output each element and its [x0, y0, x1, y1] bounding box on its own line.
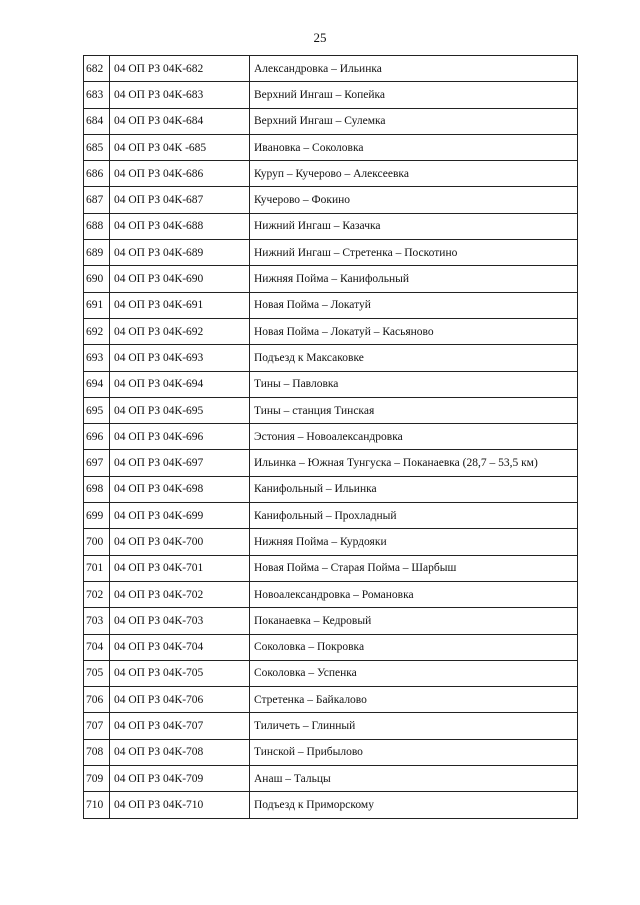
road-name: Новая Пойма – Старая Пойма – Шарбыш [250, 555, 578, 581]
row-number: 700 [84, 529, 110, 555]
table-row [84, 345, 578, 371]
row-number: 701 [84, 555, 110, 581]
road-code: 04 ОП РЗ 04К -685 [110, 134, 250, 160]
table-row [84, 371, 578, 397]
table-row [84, 766, 578, 792]
road-code: 04 ОП РЗ 04К-705 [110, 660, 250, 686]
table-row [84, 713, 578, 739]
table-row [84, 608, 578, 634]
road-code: 04 ОП РЗ 04К-693 [110, 345, 250, 371]
road-table [83, 55, 578, 819]
row-number: 688 [84, 213, 110, 239]
page-number: 25 [313, 30, 327, 45]
table-row [84, 108, 578, 134]
road-name: Нижняя Пойма – Курдояки [250, 529, 578, 555]
road-code: 04 ОП РЗ 04К-709 [110, 766, 250, 792]
table-row [84, 187, 578, 213]
road-code: 04 ОП РЗ 04К-703 [110, 608, 250, 634]
table-row [84, 687, 578, 713]
row-number: 699 [84, 503, 110, 529]
road-code: 04 ОП РЗ 04К-697 [110, 450, 250, 476]
road-code: 04 ОП РЗ 04К-684 [110, 108, 250, 134]
row-number: 703 [84, 608, 110, 634]
road-code: 04 ОП РЗ 04К-683 [110, 82, 250, 108]
road-name: Куруп – Кучерово – Алексеевка [250, 161, 578, 187]
road-name: Кучерово – Фокино [250, 187, 578, 213]
table-row [84, 292, 578, 318]
road-name: Верхний Ингаш – Копейка [250, 82, 578, 108]
row-number: 685 [84, 134, 110, 160]
table-row [84, 660, 578, 686]
table-row [84, 739, 578, 765]
row-number: 697 [84, 450, 110, 476]
table-row [84, 555, 578, 581]
table-row [84, 424, 578, 450]
row-number: 702 [84, 581, 110, 607]
table-row [84, 397, 578, 423]
row-number: 706 [84, 687, 110, 713]
road-name: Тины – станция Тинская [250, 397, 578, 423]
row-number: 687 [84, 187, 110, 213]
road-name: Ильинка – Южная Тунгуска – Поканаевка (28,7 – 53,5 км) [250, 450, 578, 476]
road-name: Тины – Павловка [250, 371, 578, 397]
row-number: 693 [84, 345, 110, 371]
row-number: 707 [84, 713, 110, 739]
table-row [84, 134, 578, 160]
row-number: 686 [84, 161, 110, 187]
road-name: Подъезд к Максаковке [250, 345, 578, 371]
road-name: Ивановка – Соколовка [250, 134, 578, 160]
row-number: 698 [84, 476, 110, 502]
road-code: 04 ОП РЗ 04К-698 [110, 476, 250, 502]
road-name: Анаш – Тальцы [250, 766, 578, 792]
road-code: 04 ОП РЗ 04К-701 [110, 555, 250, 581]
road-code: 04 ОП РЗ 04К-689 [110, 240, 250, 266]
road-code: 04 ОП РЗ 04К-710 [110, 792, 250, 818]
road-code: 04 ОП РЗ 04К-707 [110, 713, 250, 739]
road-code: 04 ОП РЗ 04К-699 [110, 503, 250, 529]
table-row [84, 161, 578, 187]
road-code: 04 ОП РЗ 04К-704 [110, 634, 250, 660]
road-code: 04 ОП РЗ 04К-690 [110, 266, 250, 292]
road-name: Поканаевка – Кедровый [250, 608, 578, 634]
road-name: Нижняя Пойма – Канифольный [250, 266, 578, 292]
row-number: 691 [84, 292, 110, 318]
road-code: 04 ОП РЗ 04К-692 [110, 318, 250, 344]
road-code: 04 ОП РЗ 04К-700 [110, 529, 250, 555]
road-code: 04 ОП РЗ 04К-682 [110, 56, 250, 82]
row-number: 696 [84, 424, 110, 450]
road-name: Стретенка – Байкалово [250, 687, 578, 713]
row-number: 689 [84, 240, 110, 266]
row-number: 684 [84, 108, 110, 134]
table-row [84, 476, 578, 502]
table-row [84, 529, 578, 555]
road-name: Эстония – Новоалександровка [250, 424, 578, 450]
table-row [84, 450, 578, 476]
road-name: Верхний Ингаш – Сулемка [250, 108, 578, 134]
row-number: 695 [84, 397, 110, 423]
row-number: 710 [84, 792, 110, 818]
road-name: Новая Пойма – Локатуй – Касьяново [250, 318, 578, 344]
table-row [84, 318, 578, 344]
road-code: 04 ОП РЗ 04К-696 [110, 424, 250, 450]
table-row [84, 56, 578, 82]
road-code: 04 ОП РЗ 04К-702 [110, 581, 250, 607]
table-row [84, 792, 578, 818]
road-name: Канифольный – Ильинка [250, 476, 578, 502]
row-number: 705 [84, 660, 110, 686]
road-code: 04 ОП РЗ 04К-708 [110, 739, 250, 765]
road-code: 04 ОП РЗ 04К-688 [110, 213, 250, 239]
road-name: Новая Пойма – Локатуй [250, 292, 578, 318]
road-name: Нижний Ингаш – Стретенка – Поскотино [250, 240, 578, 266]
road-name: Соколовка – Успенка [250, 660, 578, 686]
road-name: Новоалександровка – Романовка [250, 581, 578, 607]
row-number: 694 [84, 371, 110, 397]
road-code: 04 ОП РЗ 04К-691 [110, 292, 250, 318]
road-name: Александровка – Ильинка [250, 56, 578, 82]
table-row [84, 266, 578, 292]
road-name: Нижний Ингаш – Казачка [250, 213, 578, 239]
road-name: Подъезд к Приморскому [250, 792, 578, 818]
table-row [84, 503, 578, 529]
road-table-body [84, 56, 578, 819]
row-number: 682 [84, 56, 110, 82]
table-row [84, 634, 578, 660]
road-code: 04 ОП РЗ 04К-706 [110, 687, 250, 713]
road-name: Тиличеть – Глинный [250, 713, 578, 739]
road-name: Соколовка – Покровка [250, 634, 578, 660]
road-code: 04 ОП РЗ 04К-686 [110, 161, 250, 187]
row-number: 708 [84, 739, 110, 765]
road-name: Канифольный – Прохладный [250, 503, 578, 529]
road-code: 04 ОП РЗ 04К-695 [110, 397, 250, 423]
road-code: 04 ОП РЗ 04К-687 [110, 187, 250, 213]
road-code: 04 ОП РЗ 04К-694 [110, 371, 250, 397]
row-number: 690 [84, 266, 110, 292]
table-row [84, 581, 578, 607]
table-row [84, 240, 578, 266]
row-number: 704 [84, 634, 110, 660]
row-number: 709 [84, 766, 110, 792]
table-row [84, 82, 578, 108]
row-number: 692 [84, 318, 110, 344]
row-number: 683 [84, 82, 110, 108]
road-name: Тинской – Прибылово [250, 739, 578, 765]
table-row [84, 213, 578, 239]
